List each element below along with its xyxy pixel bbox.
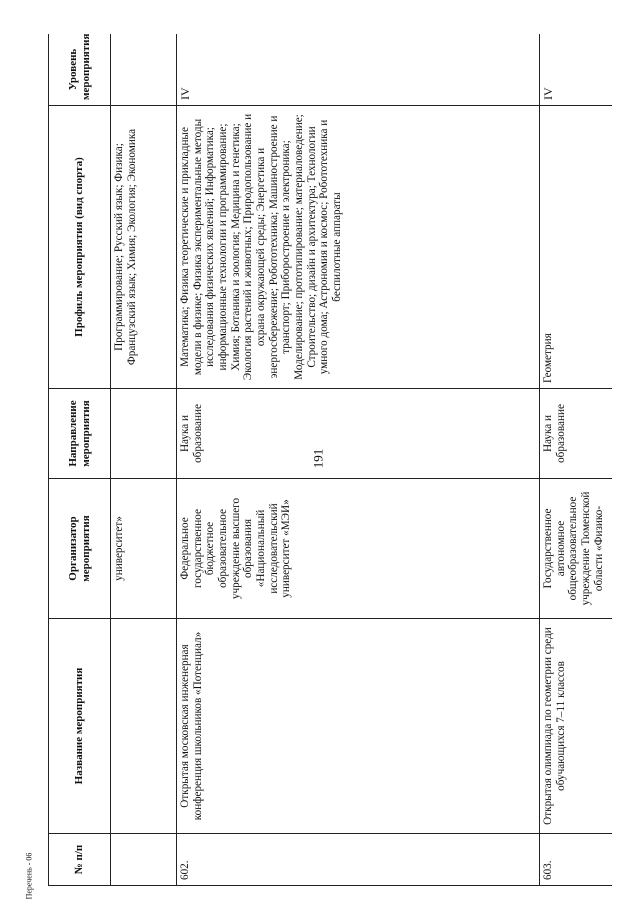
cell-num: 603. — [540, 834, 613, 886]
header-direction: Направление мероприятия — [49, 389, 111, 479]
header-level: Уровень мероприятия — [49, 34, 111, 106]
cell-profile: Программирование; Русский язык; Физика; Французский язык; Химия; Экология; Экономика — [111, 106, 177, 389]
rotated-content — [48, 34, 612, 886]
cell-name: Открытая московская инженерная конференция школьников «Потенциал» — [177, 619, 540, 834]
cell-direction: Наука и образование — [540, 389, 613, 479]
cell-profile: Математика; Физика теоретические и прикладные модели в физике; Физика экспериментальные методы исследования физических явлений; Информатика; информационные технологии и программирование; Химия; Ботаника и зоология; Медицина и генетика; Экология растений и животных; Природопользование и охрана окружающей среды; Энергетика и энергосбережение; Робототехника; Машиностроение и транспорт; Приборостроение и электроника; Моделирование; прототипирование; материаловедение; Строительство; дизайн и архитектура; Технологии умного дома; Астрономия и космос; Робототехника и беспилотные аппараты — [177, 106, 540, 389]
cell-num: 602. — [177, 834, 540, 886]
cell-level: IV — [177, 34, 540, 106]
cell-level — [111, 34, 177, 106]
header-num: № п/п — [49, 834, 111, 886]
table-row — [177, 34, 540, 886]
table-row — [111, 34, 177, 886]
cell-profile: Геометрия — [540, 106, 613, 389]
cell-direction — [111, 389, 177, 479]
page-number: 191 — [310, 448, 326, 469]
events-table — [48, 34, 612, 886]
header-profile: Профиль мероприятия (вид спорта) — [49, 106, 111, 389]
header-organizer: Организатор мероприятия — [49, 479, 111, 619]
table-row — [540, 34, 613, 886]
rotated-table-area — [48, 34, 612, 886]
table-header-row — [49, 34, 111, 886]
cell-organizer: университет» — [111, 479, 177, 619]
cell-name — [111, 619, 177, 834]
cell-level: IV — [540, 34, 613, 106]
cell-organizer: Государственное автономное общеобразовательное учреждение Тюменской области «Физико- — [540, 479, 613, 619]
cell-num — [111, 834, 177, 886]
header-name: Название мероприятия — [49, 619, 111, 834]
cell-direction: Наука и образование — [177, 389, 540, 479]
cell-name: Открытая олимпиада по геометрии среди обучающихся 7–11 классов — [540, 619, 613, 834]
cell-organizer: Федеральное государственное бюджетное образовательное учреждение высшего образования «Национальный исследовательский университет «МЭИ» — [177, 479, 540, 619]
footer-note: Перечень - 06 — [24, 852, 34, 900]
